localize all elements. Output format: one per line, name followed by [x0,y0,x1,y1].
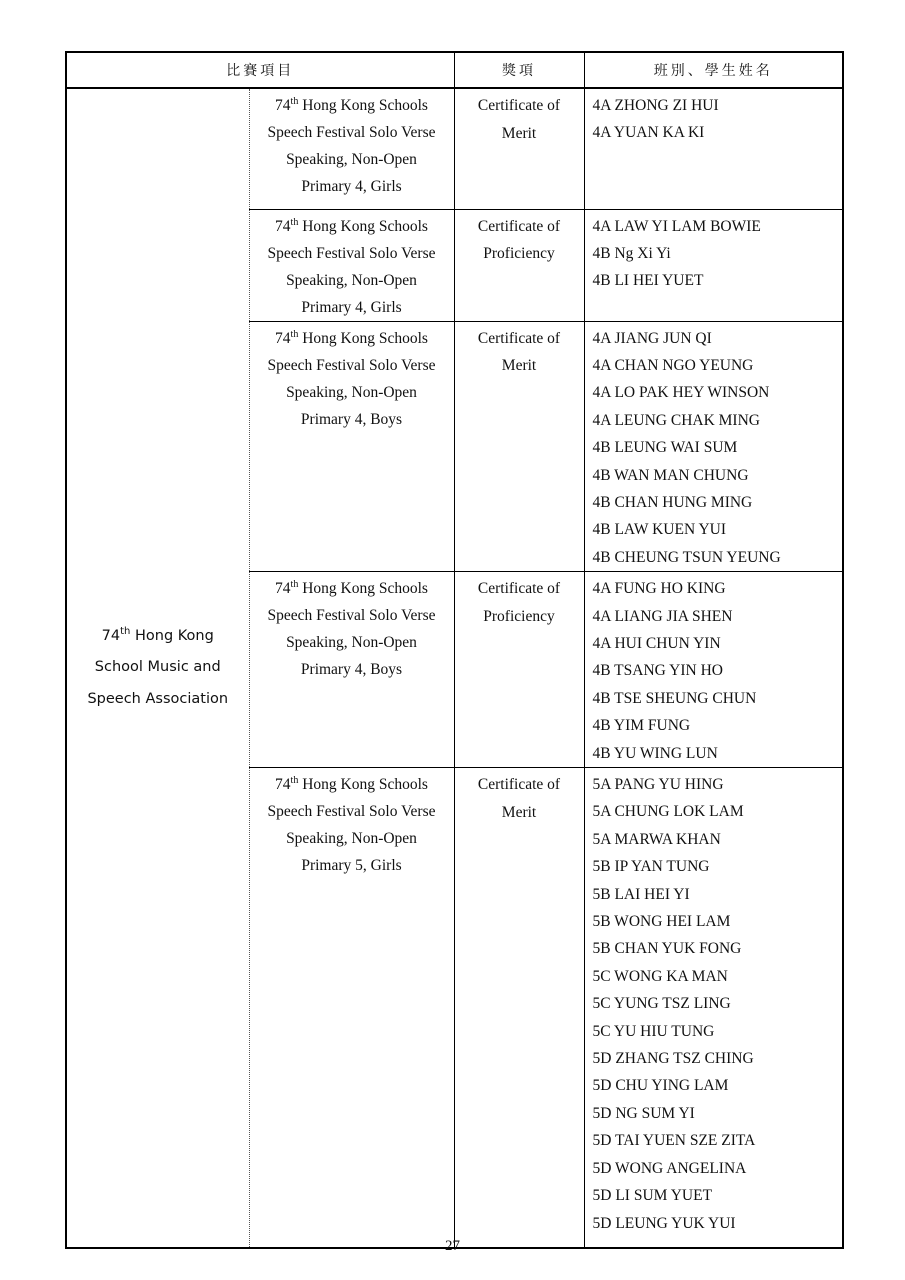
event-line: Speaking, Non-Open [286,271,417,289]
student-name: 4B YU WING LUN [592,744,718,762]
student-name: 4A HUI CHUN YIN [592,634,721,652]
event-line: Primary 5, Girls [301,857,402,874]
award-cell [454,321,584,572]
event-line: Speech Festival Solo Verse [267,124,436,141]
header-event: 比賽項目 [66,52,454,88]
students-cell [584,209,843,321]
student-name: 4A CHAN NGO YEUNG [592,356,754,374]
student-name: 4B CHEUNG TSUN YEUNG [592,548,781,566]
student-name: 5B WONG HEI LAM [592,913,731,931]
event-line: 74th Hong Kong Schools [275,216,428,235]
event-cell [249,321,454,572]
event-line: Primary 4, Girls [301,298,402,316]
award-line: Merit [501,124,537,142]
award-line: Proficiency [483,607,555,625]
event-cell [249,572,454,768]
event-cell [249,88,454,209]
award-line: Certificate of [477,97,561,114]
student-name: 5C WONG KA MAN [592,967,728,985]
award-line: Proficiency [483,245,555,262]
award-line: Certificate of [477,776,561,793]
event-line: 74th Hong Kong Schools [275,579,428,598]
award-line: Merit [501,357,537,374]
student-name: 5D ZHANG TSZ CHING [592,1050,754,1068]
student-name: 5D CHU YING LAM [592,1077,729,1095]
organizer-line-1: 74th Hong Kong [101,625,214,644]
event-cell [249,768,454,1248]
event-line: 74th Hong Kong Schools [275,774,428,793]
student-name: 5D TAI YUEN SZE ZITA [592,1132,756,1150]
award-cell [454,209,584,321]
student-name: 4A LAW YI LAM BOWIE [592,217,761,235]
event-line: Speech Festival Solo Verse [267,356,436,374]
page-number: 27 [445,1238,460,1254]
students-cell [584,321,843,572]
event-line: 74th Hong Kong Schools [275,95,428,114]
organizer-line-3: Speech Association [87,690,229,707]
student-name: 5B LAI HEI YI [592,885,690,903]
student-name: 4A ZHONG ZI HUI [592,97,719,114]
event-line: 74th Hong Kong Schools [275,328,428,347]
event-line: Speech Festival Solo Verse [267,607,436,625]
event-line: Speaking, Non-Open [286,830,417,847]
organizer-cell [66,88,249,1248]
student-name: 4B TSE SHEUNG CHUN [592,689,757,707]
student-name: 4B YIM FUNG [592,717,691,735]
event-line: Speech Festival Solo Verse [267,803,436,820]
student-name: 4B LI HEI YUET [592,272,704,290]
header-award: 獎項 [454,52,584,88]
organizer-line-2: School Music and [94,659,221,675]
event-line: Speaking, Non-Open [286,383,417,401]
award-cell [454,88,584,209]
award-cell [454,572,584,768]
student-name: 5D LI SUM YUET [592,1187,713,1205]
student-name: 5B IP YAN TUNG [592,858,710,876]
student-name: 5B CHAN YUK FONG [592,940,742,958]
event-line: Primary 4, Boys [300,661,403,679]
event-cell [249,209,454,321]
students-cell [584,572,843,768]
event-line: Primary 4, Girls [301,178,402,195]
student-name: 4B LAW KUEN YUI [592,521,727,539]
event-line: Speaking, Non-Open [286,151,417,168]
student-name: 5D WONG ANGELINA [592,1159,747,1177]
award-line: Certificate of [477,580,561,598]
student-name: 4B TSANG YIN HO [592,662,723,680]
students-cell [584,88,843,209]
student-name: 4A LO PAK HEY WINSON [592,384,770,402]
student-name: 4B CHAN HUNG MING [592,493,753,511]
student-name: 5C YUNG TSZ LING [592,995,731,1013]
student-name: 5A PANG YU HING [592,776,724,793]
student-name: 5A MARWA KHAN [592,830,721,848]
student-name: 5A CHUNG LOK LAM [592,803,744,821]
student-name: 5D NG SUM YI [592,1104,695,1122]
table-body [66,88,843,1248]
student-name: 4A LEUNG CHAK MING [592,411,760,429]
student-name: 4A JIANG JUN QI [592,329,712,347]
student-name: 5C YU HIU TUNG [592,1022,715,1040]
award-cell [454,768,584,1248]
event-line: Speaking, Non-Open [286,634,417,652]
table-row [66,88,843,209]
student-name: 4A LIANG JIA SHEN [592,607,733,625]
event-line: Speech Festival Solo Verse [267,244,436,262]
students-cell [584,768,843,1248]
event-line: Primary 4, Boys [300,410,403,428]
header-row [66,52,843,88]
student-name: 4B LEUNG WAI SUM [592,439,738,457]
student-name: 4A FUNG HO KING [592,580,726,598]
student-name: 5D LEUNG YUK YUI [592,1214,736,1232]
award-line: Certificate of [477,217,561,235]
header-class-student: 班別、學生姓名 [584,52,843,88]
student-name: 4B Ng Xi Yi [592,244,671,262]
award-line: Merit [501,803,537,821]
student-name: 4B WAN MAN CHUNG [592,466,749,484]
student-name: 4A YUAN KA KI [592,124,705,142]
award-line: Certificate of [477,329,561,347]
award-table [65,51,844,1249]
